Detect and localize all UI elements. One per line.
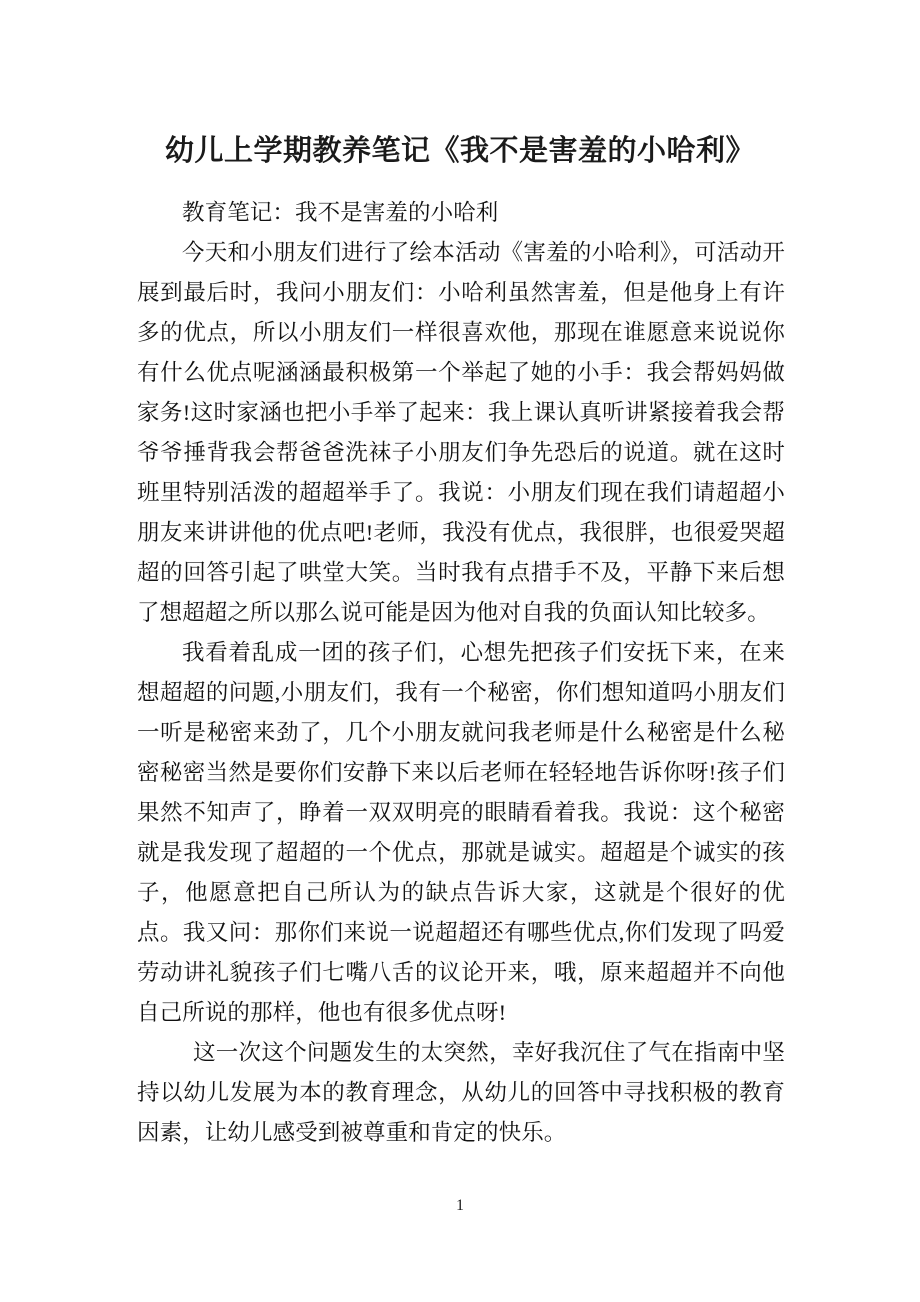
- paragraph-3: 我看着乱成一团的孩子们，心想先把孩子们安抚下来，在来想超超的问题,小朋友们，我有一个秘密，你们想知道吗小朋友们一听是秘密来劲了，几个小朋友就问我老师是什么秘密是什么秘密秘密当然是要你们安静下来以后老师在轻轻地告诉你呀!孩子们果然不知声了，睁着一双双明亮的眼睛看着我。我说：这个秘密就是我发现了超超的一个优点，那就是诚实。超超是个诚实的孩子，他愿意把自己所认为的缺点告诉大家，这就是个很好的优点。我又问：那你们来说一说超超还有哪些优点,你们发现了吗爱劳动讲礼貌孩子们七嘴八舌的议论开来，哦，原来超超并不向他自己所说的那样，他也有很多优点呀!: [137, 640, 785, 1025]
- page-number: 1: [456, 1197, 464, 1214]
- paragraph-4: 这一次这个问题发生的太突然，幸好我沉住了气在指南中坚持以幼儿发展为本的教育理念，从幼儿的回答中寻找积极的教育因素，让幼儿感受到被尊重和肯定的快乐。: [137, 1040, 785, 1145]
- page-title: 幼儿上学期教养笔记《我不是害羞的小哈利》: [164, 135, 755, 168]
- document-body: [137, 193, 785, 1153]
- paragraph-1: 教育笔记：我不是害羞的小哈利: [182, 200, 499, 225]
- paragraph-2: 今天和小朋友们进行了绘本活动《害羞的小哈利》，可活动开展到最后时，我问小朋友们：小哈利虽然害羞，但是他身上有许多的优点，所以小朋友们一样很喜欢他，那现在谁愿意来说说你有什么优点呢涵涵最积极第一个举起了她的小手：我会帮妈妈做家务!这时家涵也把小手举了起来：我上课认真听讲紧接着我会帮爷爷捶背我会帮爸爸洗袜子小朋友们争先恐后的说道。就在这时班里特别活泼的超超举手了。我说：小朋友们现在我们请超超小朋友来讲讲他的优点吧!老师，我没有优点，我很胖，也很爱哭超超的回答引起了哄堂大笑。当时我有点措手不及，平静下来后想了想超超之所以那么说可能是因为他对自我的负面认知比较多。: [137, 240, 785, 625]
